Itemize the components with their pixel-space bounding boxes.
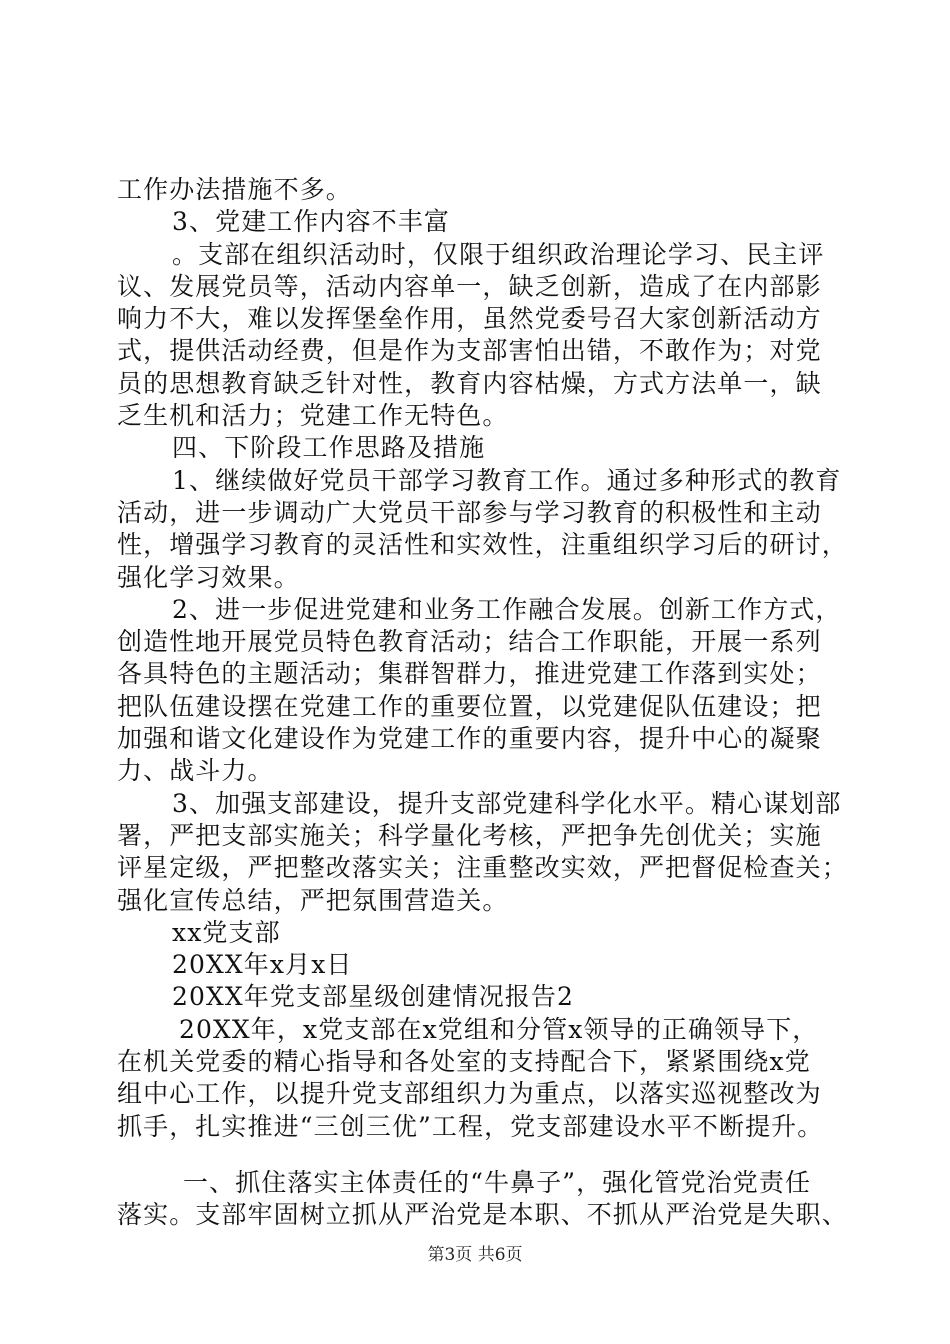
section-heading: 一、抓住落实主体责任的“牛鼻子”，强化管党治党责任 bbox=[183, 1167, 812, 1197]
text-line: 3、加强支部建设，提升支部党建科学化水平。精心谋划部 bbox=[172, 788, 842, 818]
text-line: 式，提供活动经费，但是作为支部害怕出错，不敢作为；对党 bbox=[117, 336, 822, 366]
page-footer: 第3页 共6页 bbox=[427, 1245, 523, 1265]
text-line: 加强和谐文化建设作为党建工作的重要内容，提升中心的凝聚 bbox=[117, 724, 822, 754]
document-body bbox=[117, 174, 852, 1232]
section-heading: 四、下阶段工作思路及措施 bbox=[172, 433, 486, 463]
text-line: 2、进一步促进党建和业务工作融合发展。创新工作方式， bbox=[172, 594, 842, 624]
signature-org: xx党支部 bbox=[172, 917, 281, 947]
section-heading: 3、党建工作内容不丰富 bbox=[172, 207, 451, 237]
text-line: 各具特色的主题活动；集群智群力，推进党建工作落到实处； bbox=[117, 659, 822, 689]
text-line: 落实。支部牢固树立抓从严治党是本职、不抓从严治党是失职、 bbox=[117, 1200, 848, 1230]
text-line: 乏生机和活力；党建工作无特色。 bbox=[117, 401, 509, 431]
text-line: 创造性地开展党员特色教育活动；结合工作职能，开展一系列 bbox=[117, 627, 822, 657]
text-line: 性，增强学习教育的灵活性和实效性，注重组织学习后的研讨， bbox=[117, 530, 848, 560]
text-line: 强化宣传总结，严把氛围营造关。 bbox=[117, 885, 509, 915]
paragraph-gap bbox=[117, 1143, 852, 1167]
text-line: 工作办法措施不多。 bbox=[117, 175, 352, 204]
text-line: 在机关党委的精心指导和各处室的支持配合下，紧紧围绕x党 bbox=[117, 1047, 811, 1077]
text-line: 活动，进一步调动广大党员干部参与学习教育的积极性和主动 bbox=[117, 497, 822, 527]
text-line: 组中心工作，以提升党支部组织力为重点，以落实巡视整改为 bbox=[117, 1079, 822, 1109]
signature-date: 20XX年x月x日 bbox=[172, 950, 353, 980]
text-line: 署，严把支部实施关；科学量化考核，严把争先创优关；实施 bbox=[117, 820, 822, 850]
report-title: 20XX年党支部星级创建情况报告2 bbox=[172, 982, 575, 1012]
text-line: 强化学习效果。 bbox=[117, 562, 300, 592]
text-line: 把队伍建设摆在党建工作的重要位置，以党建促队伍建设；把 bbox=[117, 691, 822, 721]
text-line: 员的思想教育缺乏针对性，教育内容枯燥，方式方法单一，缺 bbox=[117, 368, 822, 398]
text-line: 。支部在组织活动时，仅限于组织政治理论学习、民主评 bbox=[172, 239, 825, 269]
text-line: 议、发展党员等，活动内容单一，缺乏创新，造成了在内部影 bbox=[117, 271, 822, 301]
text-line: 1、继续做好党员干部学习教育工作。通过多种形式的教育 bbox=[172, 465, 842, 495]
text-line: 力、战斗力。 bbox=[117, 756, 274, 786]
text-line: 20XX年，x党支部在x党组和分管x领导的正确领导下， bbox=[179, 1014, 819, 1044]
text-line: 评星定级，严把整改落实关；注重整改实效，严把督促检查关； bbox=[117, 853, 848, 883]
text-line: 响力不大，难以发挥堡垒作用，虽然党委号召大家创新活动方 bbox=[117, 304, 822, 334]
text-line: 抓手，扎实推进“三创三优”工程，党支部建设水平不断提升。 bbox=[117, 1111, 824, 1141]
